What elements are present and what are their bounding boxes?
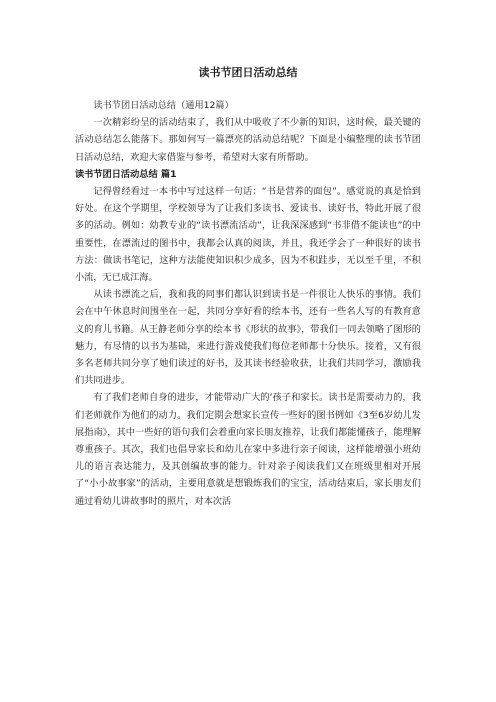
document-subtitle: 读书节团日活动总结（通用12篇） (93, 100, 234, 111)
body-paragraph-2: 从读书漂流之后，我和我的同事们都认识到读书是一件很让人快乐的事情。我们会在中午休息时间围坐在一起，共同分享好看的绘本书，还有一些名人写的有教育意义的育儿书籍。从王静老师分享的绘本书《形状的故事》，带我们一同去领略了图形的魅力，有尽情的以书为基础，来进行游戏使我们每位老师都十分快乐。接着，又有很多名老师共同分享了她们读过的好书，及其读书经验收获，让我们共同学习，激励我们共同进步。 (75, 289, 421, 387)
document-body (75, 97, 421, 510)
document-title: 读书节团日活动总结 (198, 66, 298, 79)
body-paragraph-1: 记得曾经看过一本书中写过这样一句话：“书是营养的面包”。感觉说的真是恰到好处。在这个学期里，学校领导为了让我们多读书、爱读书、读好书，特此开展了很多的活动。例如：幼教专业的“读书漂流活动”，让我深深感到“书非借不能读也”的中重要性，在漂流过的图书中，我都会认真的阅读，并且，我还学会了一种很好的读书方法：做读书笔记，这种方法能使知识积少成多，因为不积跬步，无以至千里，不积小流，无已成江海。 (75, 186, 421, 284)
body-paragraph-3: 有了我们老师自身的进步，才能带动广大的‘孩子和家长。读书是需要动力的，我们老师就作为他们的动力。我们定期会想家长宣传一些好的图书例如《3至6岁幼儿发展指南》，其中一些好的语句我们会着重向家长朋友推荐，让我们都能懂孩子，能理解尊重孩子。其次，我们也倡导家长和幼儿在家中多进行亲子阅读，这样能增强小班幼儿的语言表达能力，及其创编故事的能力。针对亲子阅读我们又在班级里相对开展了“小小故事家”的活动，主要用意就是想锻炼我们的宝宝，活动结束后，家长朋友们通过看幼儿讲故事时的照片，对本次活 (75, 392, 421, 507)
intro-paragraph: 一次精彩纷呈的活动结束了，我们从中吸收了不少新的知识，这时候，最关键的活动总结怎么能落下。那如何写一篇漂亮的活动总结呢？下面是小编整理的读书节团日活动总结，欢迎大家借鉴与参考，希望对大家有所帮助。 (75, 117, 421, 163)
section-heading: 读书节团日活动总结 篇1 (75, 168, 177, 180)
